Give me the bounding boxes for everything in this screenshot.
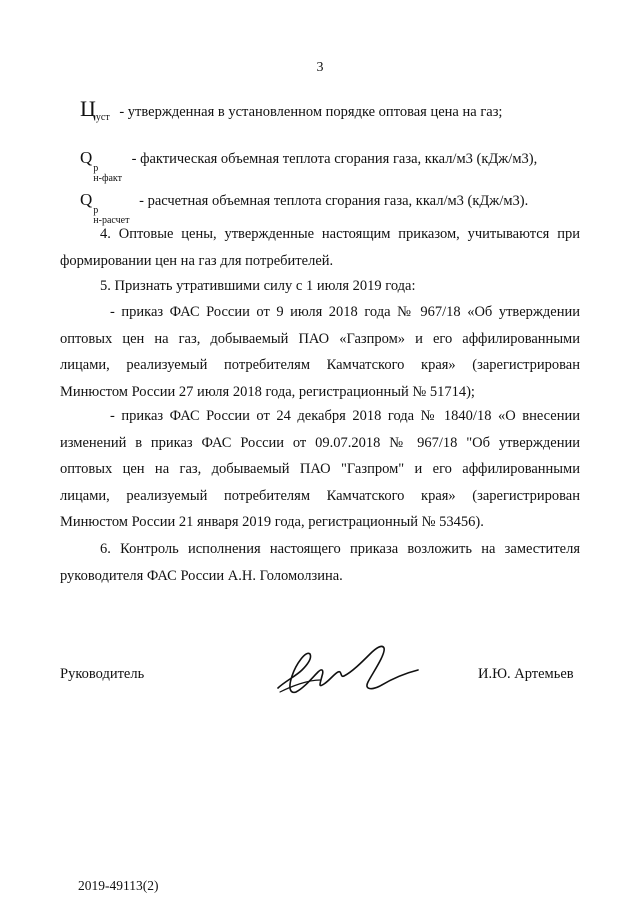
paragraph-line: 6. Контроль исполнения настоящего приказа возложить на заместителя (100, 541, 580, 557)
definition-price (80, 96, 502, 123)
paragraph-5-item-1 (60, 299, 580, 405)
definition-text: - фактическая объемная теплота сгорания газа, ккал/м3 (кДж/м3), (131, 151, 538, 167)
symbol-subscript: уст (95, 112, 110, 123)
paragraph-line: - приказ ФАС России от 24 декабря 2018 года № 1840/18 «О внесении (110, 408, 580, 424)
symbol-q: Q (80, 190, 93, 209)
page-number: 3 (316, 60, 324, 75)
paragraph-line: 5. Признать утратившими силу с 1 июля 2019 года: (100, 278, 416, 294)
paragraph-5-item-2 (60, 403, 580, 536)
symbol-q: Q (80, 148, 93, 167)
paragraph-6 (60, 536, 580, 589)
paragraph-line: Минюстом России 27 июля 2018 года, регистрационный № 51714); (60, 383, 475, 400)
handwritten-signature (272, 636, 432, 707)
paragraph-line: лицами, реализуемый потребителям Камчатского края» (зарегистрирован (60, 487, 580, 504)
paragraph-line: Минюстом России 21 января 2019 года, регистрационный № 53456). (60, 514, 484, 530)
paragraph-line: - приказ ФАС России от 9 июля 2018 года № 967/18 «Об утверждении (110, 304, 580, 320)
definition-text: - расчетная объемная теплота сгорания газа, ккал/м3 (кДж/м3). (139, 193, 529, 209)
paragraph-line: оптовых цен на газ, добываемый ПАО "Газпром" и его аффилированными (60, 461, 580, 477)
symbol-subscript: н-факт (93, 173, 122, 184)
paragraph-5-heading (60, 273, 580, 300)
document-id: 2019-49113(2) (78, 878, 159, 893)
paragraph-line: руководителя ФАС России А.Н. Голомолзина. (60, 567, 343, 584)
symbol-superscript: р (93, 205, 99, 216)
symbol-superscript: р (93, 163, 99, 174)
paragraph-4 (60, 221, 580, 274)
paragraph-line: оптовых цен на газ, добываемый ПАО «Газпром» и его аффилированными (60, 330, 580, 347)
paragraph-line: 4. Оптовые цены, утвержденные настоящим приказом, учитываются при (100, 226, 580, 242)
definition-actual-heat (80, 148, 537, 184)
signatory-role: Руководитель (60, 666, 145, 682)
symbol-subscript: н-расчет (93, 215, 130, 226)
paragraph-line: лицами, реализуемый потребителям Камчатского края» (зарегистрирован (60, 357, 580, 373)
definition-text: - утвержденная в установленном порядке оптовая цена на газ; (119, 104, 503, 120)
paragraph-line: формировании цен на газ для потребителей. (60, 252, 334, 269)
paragraph-line: изменений в приказ ФАС России от 09.07.2018 № 967/18 "Об утверждении (60, 434, 580, 451)
symbol-ts: Ц (80, 96, 96, 121)
signatory-name: И.Ю. Артемьев (478, 666, 574, 682)
